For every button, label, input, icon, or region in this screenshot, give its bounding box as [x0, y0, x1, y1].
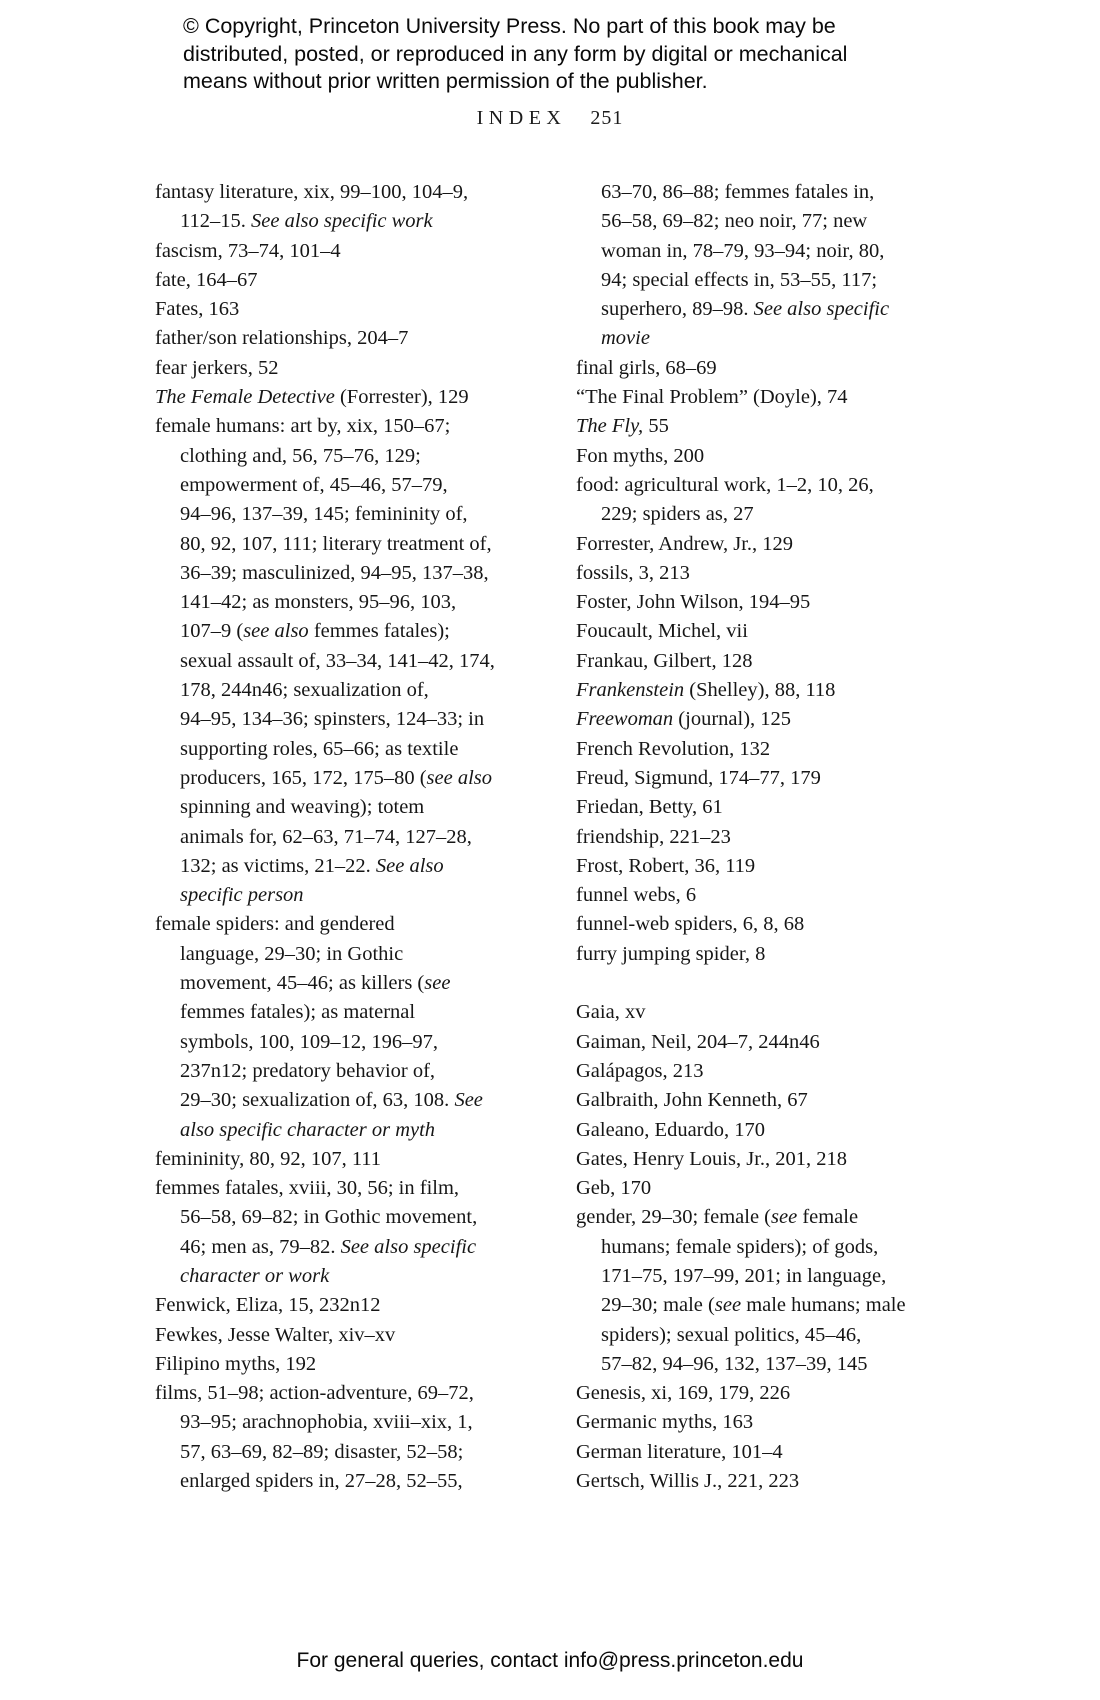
index-text: 178, 244n46; sexualization of, [180, 679, 429, 702]
index-text: Germanic myths, 163 [576, 1411, 754, 1434]
index-text: female spiders: and gendered [155, 913, 395, 936]
index-text: 36–39; masculinized, 94–95, 137–38, [180, 561, 489, 584]
index-text: 229; spiders as, 27 [601, 503, 754, 526]
index-line [155, 237, 565, 266]
footer-contact: For general queries, contact info@press.princeton.edu [296, 1649, 804, 1672]
index-line [576, 1057, 1006, 1086]
index-line [155, 207, 565, 236]
index-text: enlarged spiders in, 27–28, 52–55, [180, 1470, 463, 1493]
index-line [155, 910, 565, 939]
index-text: Fon myths, 200 [576, 444, 705, 467]
index-text: Frost, Robert, 36, 119 [576, 854, 756, 877]
index-line [155, 1379, 565, 1408]
index-text: Fates, 163 [155, 298, 240, 321]
index-line [576, 676, 1006, 705]
index-line [155, 1233, 565, 1262]
index-text-italic: The Female Detective [155, 386, 335, 409]
index-line [576, 910, 1006, 939]
index-text: Gates, Henry Louis, Jr., 201, 218 [576, 1147, 848, 1170]
index-line [155, 1174, 565, 1203]
index-text-italic: See also specific [340, 1235, 477, 1258]
index-text: gender, 29–30; female ( [576, 1206, 771, 1229]
index-text: Gertsch, Willis J., 221, 223 [576, 1470, 800, 1493]
index-line [576, 1116, 1006, 1145]
index-line [155, 266, 565, 295]
index-text: fossils, 3, 213 [576, 561, 690, 584]
index-line [155, 1116, 565, 1145]
index-text: Frankau, Gilbert, 128 [576, 649, 753, 672]
index-line [155, 1145, 565, 1174]
index-text: fantasy literature, xix, 99–100, 104–9, [155, 181, 469, 203]
index-text-italic: see [424, 972, 451, 995]
index-line [155, 1086, 565, 1115]
index-text: French Revolution, 132 [576, 737, 771, 760]
index-text: Gaia, xv [576, 1001, 646, 1024]
index-text: femmes fatales); [308, 620, 450, 643]
index-line [155, 764, 565, 793]
index-text: funnel webs, 6 [576, 884, 697, 907]
index-line [155, 1350, 565, 1379]
index-text: final girls, 68–69 [576, 356, 717, 379]
index-text-italic: See [454, 1089, 483, 1112]
index-text: 80, 92, 107, 111; literary treatment of, [180, 532, 492, 555]
index-line [576, 1379, 1006, 1408]
index-line [155, 705, 565, 734]
index-line [155, 559, 565, 588]
index-text: humans; female spiders); of gods, [601, 1235, 879, 1258]
index-text: Genesis, xi, 169, 179, 226 [576, 1382, 791, 1405]
index-line [155, 940, 565, 969]
index-text: superhero, 89–98. [601, 298, 754, 321]
index-text: 29–30; sexualization of, 63, 108. [180, 1089, 455, 1112]
index-line [576, 647, 1006, 676]
index-line [576, 442, 1006, 471]
index-text: (Shelley), 88, 118 [684, 679, 836, 702]
index-text: Galeano, Eduardo, 170 [576, 1118, 765, 1141]
index-text: Gaiman, Neil, 204–7, 244n46 [576, 1030, 820, 1053]
index-line [155, 1057, 565, 1086]
index-line [576, 617, 1006, 646]
index-line [155, 647, 565, 676]
index-line [576, 1233, 1006, 1262]
index-text: 56–58, 69–82; in Gothic movement, [180, 1206, 478, 1229]
index-line [155, 354, 565, 383]
index-text: friendship, 221–23 [576, 825, 731, 848]
index-line [155, 793, 565, 822]
index-text: food: agricultural work, 1–2, 10, 26, [576, 473, 874, 496]
index-text-italic: see [714, 1294, 742, 1317]
index-line [155, 588, 565, 617]
index-text: femmes fatales, xviii, 30, 56; in film, [155, 1177, 460, 1200]
index-text: female humans: art by, xix, 150–67; [155, 415, 451, 438]
index-text: spinning and weaving); totem [180, 796, 425, 819]
index-line [155, 471, 565, 500]
index-text: Freud, Sigmund, 174–77, 179 [576, 766, 821, 789]
index-text: 94–95, 134–36; spinsters, 124–33; in [180, 708, 485, 731]
index-line [155, 383, 565, 412]
index-line [155, 1438, 565, 1467]
index-line [155, 412, 565, 441]
index-line [155, 500, 565, 529]
index-line [155, 823, 565, 852]
index-line [155, 442, 565, 471]
index-text: Galápagos, 213 [576, 1059, 704, 1082]
index-text: Forrester, Andrew, Jr., 129 [576, 532, 794, 555]
index-text: 93–95; arachnophobia, xviii–xix, 1, [180, 1411, 473, 1434]
index-text-italic: The Fly, [576, 415, 644, 438]
index-text: Filipino myths, 192 [155, 1352, 317, 1375]
index-text: Galbraith, John Kenneth, 67 [576, 1089, 808, 1112]
index-line [155, 1408, 565, 1437]
index-text: 57, 63–69, 82–89; disaster, 52–58; [180, 1440, 464, 1463]
index-line [576, 559, 1006, 588]
blank-line [576, 969, 1006, 998]
index-text: films, 51–98; action-adventure, 69–72, [155, 1382, 474, 1405]
index-text-italic: Freewoman [576, 708, 674, 731]
index-text-italic: Frankenstein [576, 679, 685, 702]
index-text-italic: see also [243, 620, 309, 643]
index-line [155, 969, 565, 998]
index-text: femininity, 80, 92, 107, 111 [155, 1147, 382, 1170]
index-line [155, 735, 565, 764]
index-line [576, 1438, 1006, 1467]
index-line [155, 852, 565, 881]
index-text-italic: movie [601, 327, 650, 350]
index-line [576, 998, 1006, 1027]
index-text: woman in, 78–79, 93–94; noir, 80, [601, 239, 885, 262]
index-text: 171–75, 197–99, 201; in language, [601, 1264, 887, 1287]
index-text-italic: see [771, 1206, 798, 1229]
index-line [576, 852, 1006, 881]
index-text: 46; men as, 79–82. [180, 1235, 341, 1258]
index-line [155, 617, 565, 646]
index-text: Fewkes, Jesse Walter, xiv–xv [155, 1323, 396, 1346]
index-text: 94–96, 137–39, 145; femininity of, [180, 503, 468, 526]
index-line [576, 1262, 1006, 1291]
index-text: Friedan, Betty, 61 [576, 796, 723, 819]
index-line [576, 1174, 1006, 1203]
index-text: (Forrester), 129 [334, 386, 469, 409]
index-text: 29–30; male ( [601, 1294, 715, 1317]
index-text: empowerment of, 45–46, 57–79, [180, 473, 448, 496]
index-text-italic: also specific character or myth [180, 1118, 436, 1141]
index-text: 237n12; predatory behavior of, [180, 1059, 436, 1082]
index-line [576, 940, 1006, 969]
index-text: 55 [643, 415, 669, 438]
index-text: producers, 165, 172, 175–80 ( [180, 766, 427, 789]
index-line [155, 998, 565, 1027]
index-text: language, 29–30; in Gothic [180, 942, 404, 965]
index-line [576, 207, 1006, 236]
page-header [0, 107, 1100, 130]
index-line [155, 1321, 565, 1350]
index-line [576, 1028, 1006, 1057]
index-line [155, 881, 565, 910]
index-text: 56–58, 69–82; neo noir, 77; new [601, 210, 868, 233]
index-line [576, 735, 1006, 764]
index-text: 94; special effects in, 53–55, 117; [601, 268, 878, 291]
copyright-notice [183, 13, 847, 96]
index-text: fear jerkers, 52 [155, 356, 279, 379]
index-line [576, 1467, 1006, 1496]
index-text: movement, 45–46; as killers ( [180, 972, 425, 995]
index-line [576, 266, 1006, 295]
index-text: 112–15. [180, 210, 251, 233]
copyright-line-3: means without prior written permission of the publisher. [183, 69, 708, 94]
index-text: Fenwick, Eliza, 15, 232n12 [155, 1294, 381, 1317]
index-line [576, 295, 1006, 324]
index-text: 132; as victims, 21–22. [180, 854, 376, 877]
index-column-left [155, 178, 565, 1496]
index-text: fate, 164–67 [155, 268, 258, 291]
index-line [155, 1291, 565, 1320]
index-line [576, 793, 1006, 822]
index-text: female [797, 1206, 859, 1229]
page-number: 251 [590, 107, 624, 129]
index-text: (journal), 125 [673, 708, 792, 731]
index-line [576, 178, 1006, 207]
index-line [155, 1467, 565, 1496]
index-line [155, 676, 565, 705]
index-line [155, 1028, 565, 1057]
index-text: supporting roles, 65–66; as textile [180, 737, 459, 760]
index-title: INDEX [476, 107, 567, 129]
index-text: German literature, 101–4 [576, 1440, 783, 1463]
copyright-line-1: © Copyright, Princeton University Press. No part of this book may be [183, 14, 836, 38]
index-line [576, 500, 1006, 529]
index-line [155, 530, 565, 559]
index-line [576, 471, 1006, 500]
index-line [155, 295, 565, 324]
index-line [155, 1262, 565, 1291]
index-line [576, 764, 1006, 793]
index-line [576, 324, 1006, 353]
index-text: 107–9 ( [180, 620, 244, 643]
index-text-italic: See also specific [753, 298, 890, 321]
index-line [576, 1321, 1006, 1350]
index-text: 63–70, 86–88; femmes fatales in, [601, 181, 875, 203]
index-text: father/son relationships, 204–7 [155, 327, 409, 350]
index-text-italic: See also [375, 854, 444, 877]
index-line [576, 354, 1006, 383]
index-text-italic: see also [426, 766, 493, 789]
index-text: Geb, 170 [576, 1177, 652, 1200]
index-text: “The Final Problem” (Doyle), 74 [576, 386, 848, 409]
index-line [576, 1408, 1006, 1437]
index-line [155, 1203, 565, 1232]
index-text: furry jumping spider, 8 [576, 942, 766, 965]
index-line [576, 881, 1006, 910]
index-line [576, 1145, 1006, 1174]
index-text-italic: specific person [180, 884, 304, 907]
index-text: spiders); sexual politics, 45–46, [601, 1323, 862, 1346]
index-text-italic: character or work [180, 1264, 330, 1287]
index-text: 57–82, 94–96, 132, 137–39, 145 [601, 1352, 868, 1375]
index-text: sexual assault of, 33–34, 141–42, 174, [180, 649, 495, 672]
index-line [155, 324, 565, 353]
index-text: clothing and, 56, 75–76, 129; [180, 444, 421, 467]
index-line [576, 823, 1006, 852]
copyright-line-2: distributed, posted, or reproduced in any form by digital or mechanical [183, 41, 848, 66]
index-text: symbols, 100, 109–12, 196–97, [180, 1030, 438, 1053]
index-line [576, 1350, 1006, 1379]
index-line [576, 530, 1006, 559]
index-line [576, 412, 1006, 441]
index-line [155, 178, 565, 207]
index-text: male humans; male [741, 1294, 906, 1317]
index-line [576, 705, 1006, 734]
index-text: animals for, 62–63, 71–74, 127–28, [180, 825, 472, 848]
index-column-right [576, 178, 1006, 1496]
index-line [576, 1203, 1006, 1232]
index-text: 141–42; as monsters, 95–96, 103, [180, 591, 457, 614]
index-text: Foster, John Wilson, 194–95 [576, 591, 811, 614]
index-text: femmes fatales); as maternal [180, 1001, 416, 1024]
index-text-italic: See also specific work [251, 210, 433, 233]
index-line [576, 383, 1006, 412]
index-text: funnel-web spiders, 6, 8, 68 [576, 913, 805, 936]
index-text: Foucault, Michel, vii [576, 620, 748, 643]
index-text: fascism, 73–74, 101–4 [155, 239, 341, 262]
index-line [576, 1291, 1006, 1320]
index-line [576, 588, 1006, 617]
index-line [576, 237, 1006, 266]
index-line [576, 1086, 1006, 1115]
